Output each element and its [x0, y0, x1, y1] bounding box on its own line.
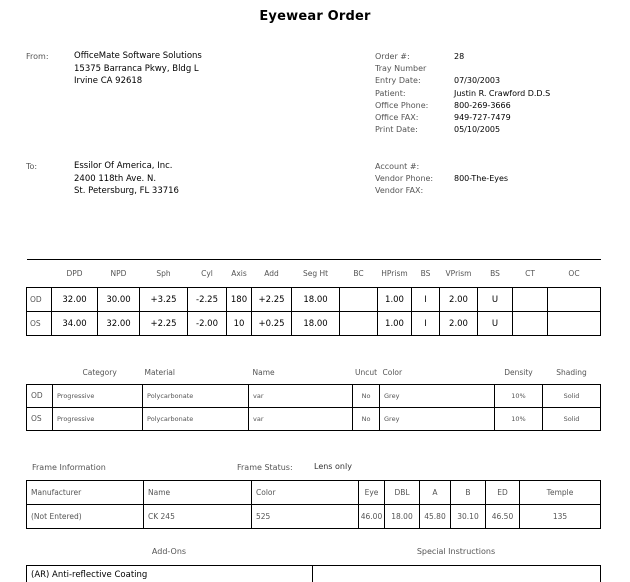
- frame-cell: 45.80: [420, 505, 451, 529]
- frame-cell: 46.50: [486, 505, 520, 529]
- to-line: Essilor Of America, Inc.: [74, 161, 173, 171]
- lens-header: Color: [382, 367, 403, 377]
- rx-header: HPrism: [378, 260, 412, 288]
- from-line: Irvine CA 92618: [74, 76, 143, 86]
- rx-cell: -2.00: [188, 312, 227, 336]
- lens-header: [27, 361, 53, 384]
- frame-header: Name: [144, 481, 252, 505]
- special-instructions-label: Special Instructions: [416, 547, 496, 556]
- lens-cell: var: [249, 384, 353, 407]
- rx-cell: 32.00: [98, 312, 140, 336]
- from-line: 15375 Barranca Pkwy, Bldg L: [74, 63, 199, 74]
- rx-cell: [548, 312, 601, 336]
- lens-cell: OD: [27, 384, 53, 407]
- rx-cell: OD: [27, 288, 52, 312]
- lens-header: Name: [252, 367, 275, 377]
- rx-cell: OS: [27, 312, 52, 336]
- rx-cell: 1.00: [378, 312, 412, 336]
- lens-table: [26, 361, 601, 431]
- addons-label: Add-Ons: [151, 547, 187, 556]
- rx-cell: [340, 312, 378, 336]
- addon-item: (AR) Anti-reflective Coating: [27, 566, 313, 582]
- rx-header: Add: [252, 260, 292, 288]
- lens-header: Density: [504, 367, 533, 377]
- lens-header-row: [27, 361, 601, 384]
- rx-header: Axis: [227, 260, 252, 288]
- frame-header: DBL: [385, 481, 420, 505]
- frame-cell: 46.00: [359, 505, 385, 529]
- frame-status-label: Frame Status:: [237, 463, 293, 472]
- lens-cell: Solid: [543, 407, 601, 430]
- rx-cell: +2.25: [252, 288, 292, 312]
- frame-header: Eye: [359, 481, 385, 505]
- order-number-row: Order #: 28: [375, 52, 465, 61]
- patient-row: Patient: Justin R. Crawford D.D.S: [375, 88, 551, 98]
- rx-header: VPrism: [440, 260, 478, 288]
- to-line: St. Petersburg, FL 33716: [74, 186, 179, 196]
- frame-header-row: [27, 481, 601, 505]
- account-row: Account #:: [375, 162, 420, 171]
- rx-cell: -2.25: [188, 288, 227, 312]
- lens-cell: Grey: [380, 384, 495, 407]
- lens-cell: Progressive: [53, 407, 143, 430]
- frame-header: ED: [486, 481, 520, 505]
- rx-header-row: [27, 260, 601, 288]
- lens-cell: Grey: [380, 407, 495, 430]
- lens-header: Shading: [556, 367, 587, 377]
- rx-cell: 10: [227, 312, 252, 336]
- rx-cell: [548, 288, 601, 312]
- from-address: [74, 50, 202, 88]
- vendor-phone-row: Vendor Phone: 800-The-Eyes: [375, 174, 509, 184]
- office-fax-row: Office FAX: 949-727-7479: [375, 113, 511, 123]
- rx-cell: 34.00: [52, 312, 98, 336]
- special-instructions-text: [313, 566, 601, 582]
- rx-cell: +3.25: [140, 288, 188, 312]
- rx-table: [26, 259, 601, 336]
- frame-status-value: Lens only: [314, 462, 352, 471]
- from-label: From:: [26, 52, 49, 61]
- addons-table: [26, 565, 601, 582]
- lens-cell: Progressive: [53, 384, 143, 407]
- frame-info-label: Frame Information: [32, 463, 106, 472]
- rx-cell: 18.00: [292, 312, 340, 336]
- lens-cell: 10%: [495, 407, 543, 430]
- lens-cell: Solid: [543, 384, 601, 407]
- lens-cell: OS: [27, 407, 53, 430]
- rx-header: CT: [513, 260, 548, 288]
- frame-cell: 30.10: [451, 505, 486, 529]
- frame-cell: 525: [252, 505, 359, 529]
- office-phone-row: Office Phone: 800-269-3666: [375, 100, 511, 110]
- rx-header: BS: [478, 260, 513, 288]
- lens-cell: Polycarbonate: [143, 407, 249, 430]
- rx-header: Cyl: [188, 260, 227, 288]
- frame-header: Color: [252, 481, 359, 505]
- rx-cell: +0.25: [252, 312, 292, 336]
- frame-row: [27, 505, 601, 529]
- rx-cell: 1.00: [378, 288, 412, 312]
- lens-header: Uncut: [354, 367, 378, 377]
- rx-header: Sph: [140, 260, 188, 288]
- print-date-row: Print Date: 05/10/2005: [375, 125, 501, 135]
- rx-row-od: [27, 288, 601, 312]
- rx-cell: +2.25: [140, 312, 188, 336]
- rx-header: BS: [412, 260, 440, 288]
- rx-cell: U: [478, 288, 513, 312]
- rx-header: DPD: [52, 260, 98, 288]
- rx-cell: 18.00: [292, 288, 340, 312]
- entry-date-row: Entry Date: 07/30/2003: [375, 76, 501, 86]
- from-line: OfficeMate Software Solutions: [74, 51, 202, 61]
- rx-header: OC: [548, 260, 601, 288]
- frame-header: A: [420, 481, 451, 505]
- lens-cell: Polycarbonate: [143, 384, 249, 407]
- lens-cell: 10%: [495, 384, 543, 407]
- rx-cell: 32.00: [52, 288, 98, 312]
- frame-table: [26, 480, 601, 529]
- rx-cell: 2.00: [440, 312, 478, 336]
- vendor-fax-row: Vendor FAX:: [375, 186, 424, 196]
- lens-header: Material: [144, 367, 175, 377]
- lens-cell: No: [353, 407, 380, 430]
- rx-header: [27, 260, 52, 288]
- rx-cell: [340, 288, 378, 312]
- lens-header: Category: [82, 367, 117, 377]
- lens-row-os: [27, 407, 601, 430]
- rx-cell: U: [478, 312, 513, 336]
- to-address: [74, 160, 179, 198]
- rx-cell: [513, 288, 548, 312]
- lens-cell: var: [249, 407, 353, 430]
- rx-cell: [513, 312, 548, 336]
- lens-row-od: [27, 384, 601, 407]
- page-title: Eyewear Order: [259, 9, 371, 24]
- rx-cell: I: [412, 312, 440, 336]
- order-info: [375, 51, 550, 136]
- rx-header: BC: [340, 260, 378, 288]
- frame-cell: CK 245: [144, 505, 252, 529]
- frame-header: Temple: [520, 481, 601, 505]
- frame-header: Manufacturer: [27, 481, 144, 505]
- lens-cell: No: [353, 384, 380, 407]
- rx-cell: 30.00: [98, 288, 140, 312]
- frame-cell: 18.00: [385, 505, 420, 529]
- to-label: To:: [26, 162, 38, 171]
- rx-cell: 2.00: [440, 288, 478, 312]
- frame-header: B: [451, 481, 486, 505]
- rx-row-os: [27, 312, 601, 336]
- vendor-info: [375, 161, 508, 198]
- rx-cell: 180: [227, 288, 252, 312]
- rx-header: Seg Ht: [292, 260, 340, 288]
- frame-cell: (Not Entered): [27, 505, 144, 529]
- rx-header: NPD: [98, 260, 140, 288]
- rx-cell: I: [412, 288, 440, 312]
- tray-number-row: Tray Number: [375, 64, 427, 74]
- to-line: 2400 118th Ave. N.: [74, 173, 157, 184]
- frame-cell: 135: [520, 505, 601, 529]
